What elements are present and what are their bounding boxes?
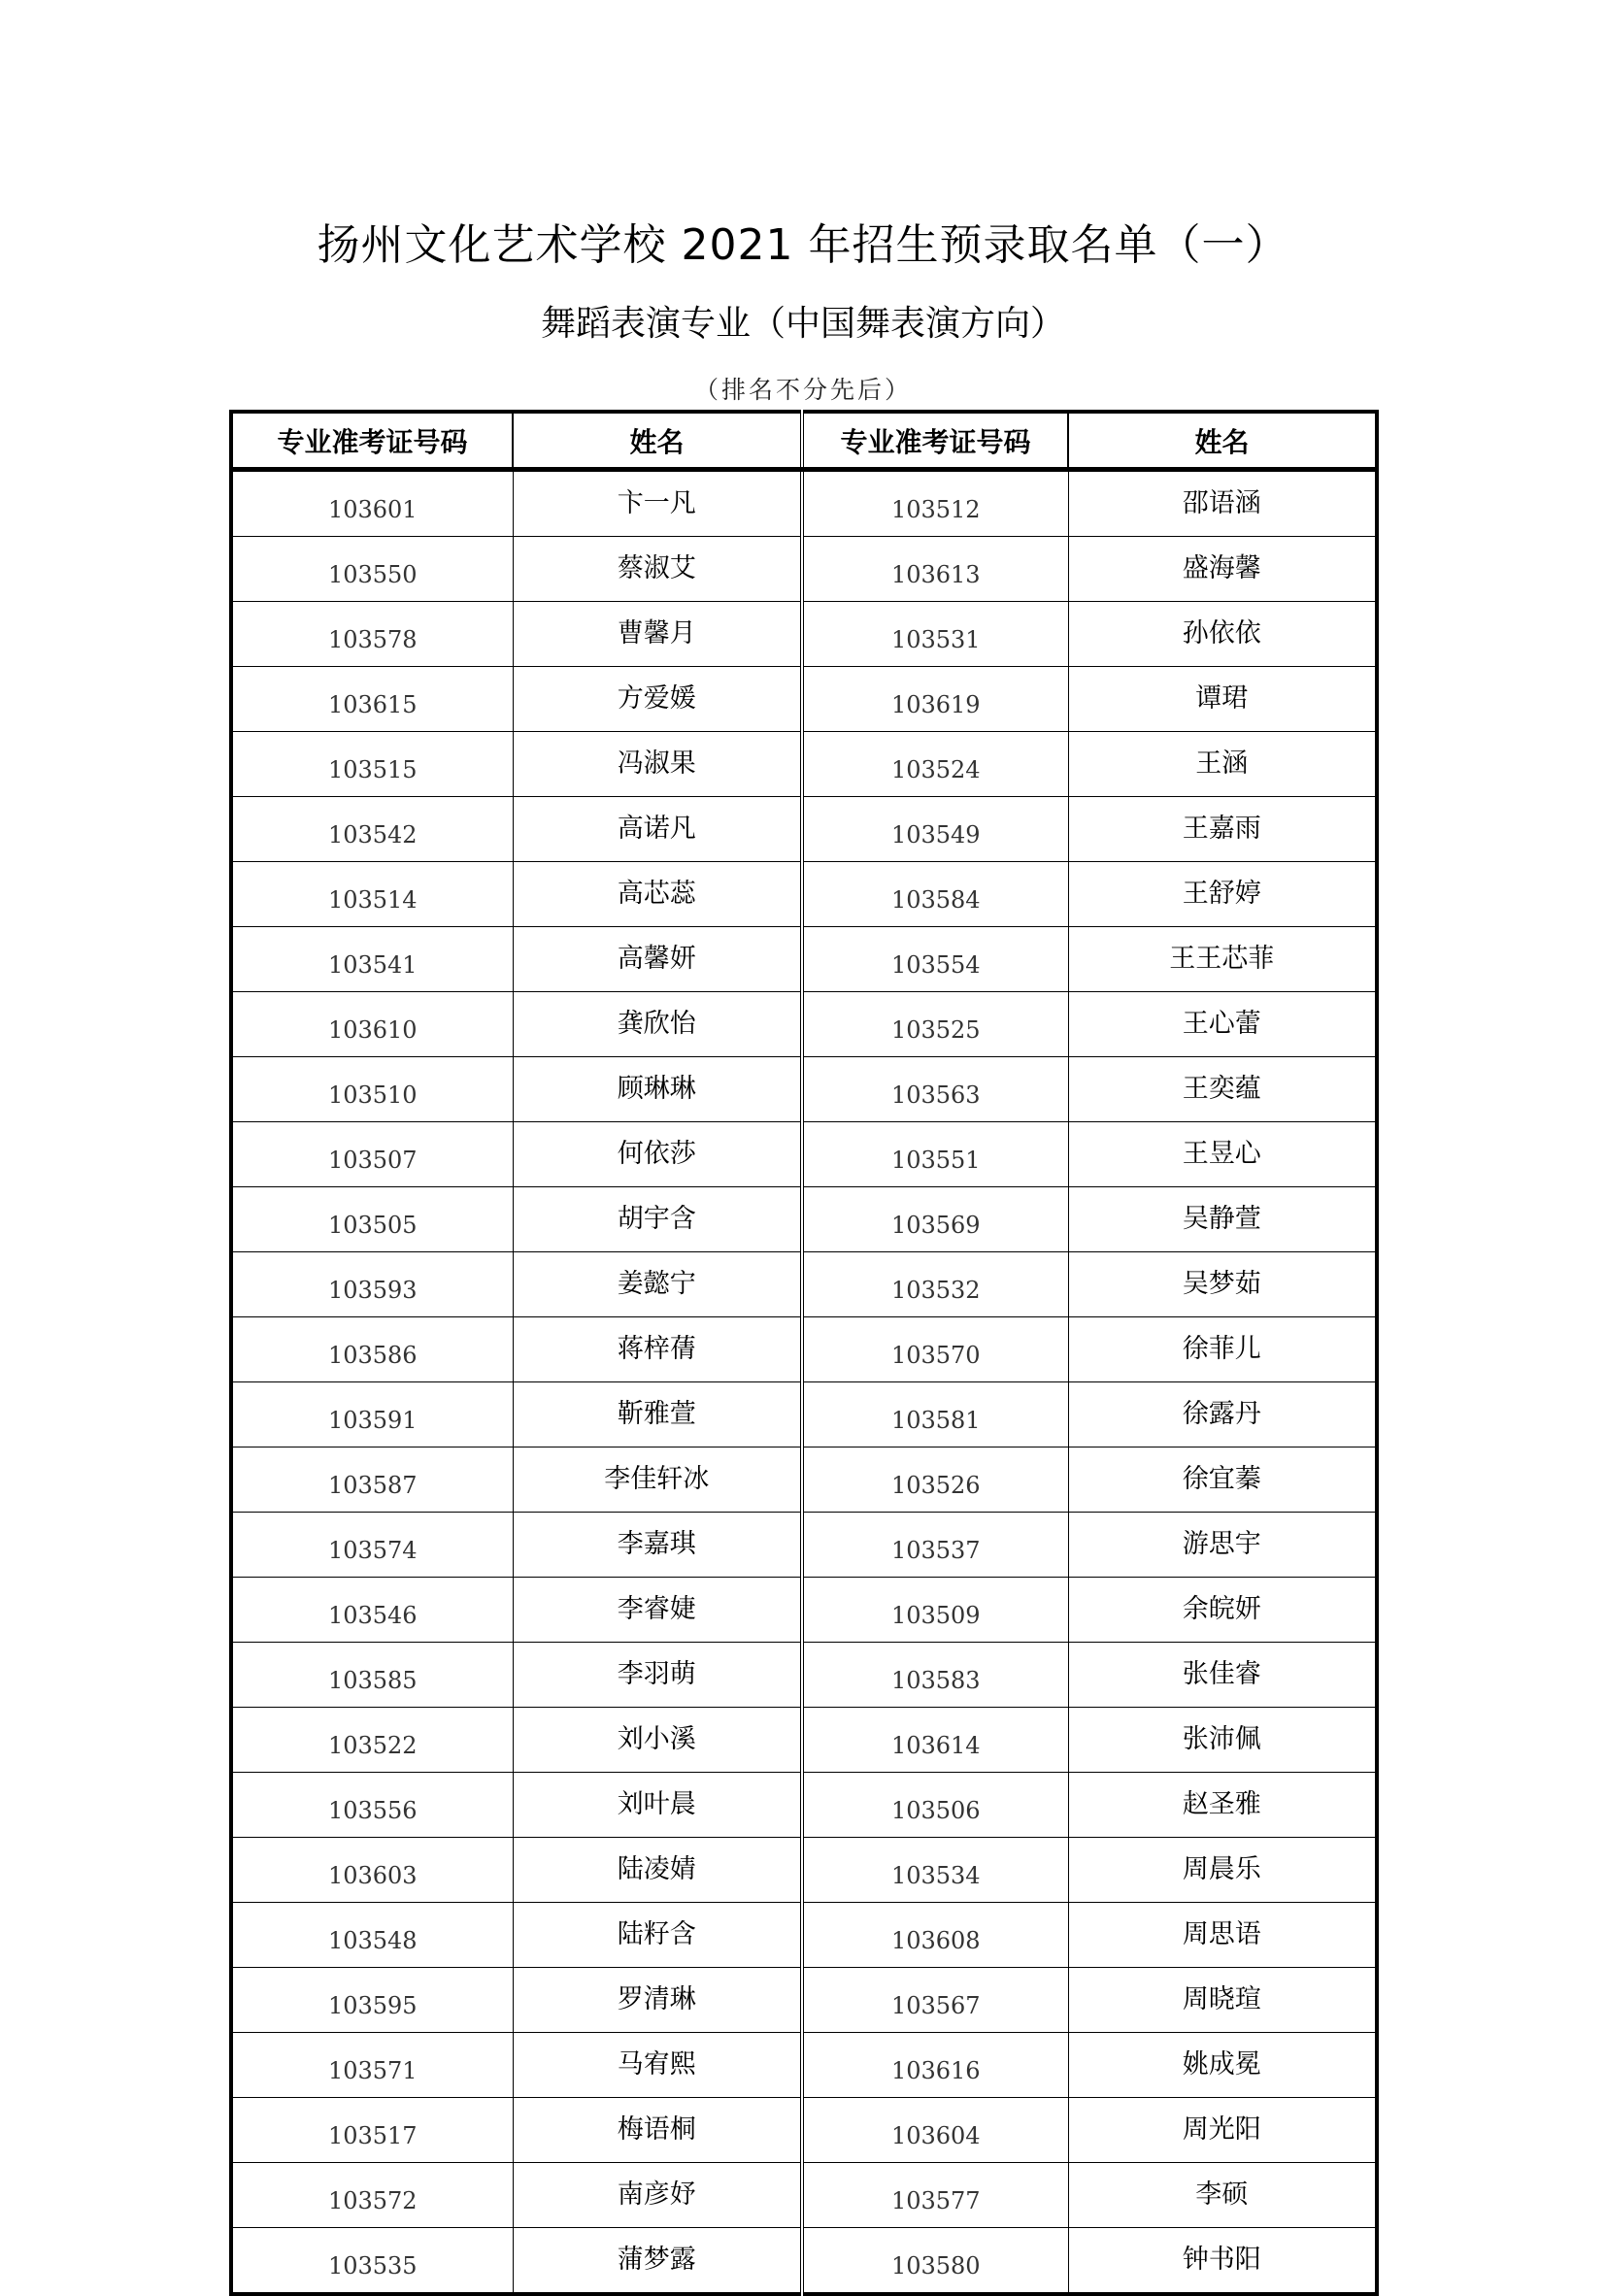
exam-id-cell: 103548 [231, 1903, 513, 1968]
table-row [231, 1838, 1377, 1903]
exam-id-cell: 103506 [802, 1773, 1068, 1838]
exam-id-cell: 103515 [231, 732, 513, 797]
table-row [231, 732, 1377, 797]
exam-id-cell: 103507 [231, 1122, 513, 1187]
student-name-cell: 孙依依 [1068, 602, 1377, 667]
exam-id-cell: 103608 [802, 1903, 1068, 1968]
table-row [231, 2098, 1377, 2163]
student-name-cell: 方爱媛 [513, 667, 802, 732]
table-row [231, 927, 1377, 992]
exam-id-cell: 103532 [802, 1252, 1068, 1317]
table-row [231, 992, 1377, 1057]
student-name-cell: 姜懿宁 [513, 1252, 802, 1317]
student-name-cell: 马宥熙 [513, 2033, 802, 2098]
table-row [231, 602, 1377, 667]
table-row [231, 1252, 1377, 1317]
exam-id-cell: 103601 [231, 470, 513, 537]
exam-id-cell: 103510 [231, 1057, 513, 1122]
exam-id-cell: 103525 [802, 992, 1068, 1057]
column-header-name-right: 姓名 [1068, 412, 1377, 470]
exam-id-cell: 103563 [802, 1057, 1068, 1122]
table-row [231, 667, 1377, 732]
table-row [231, 862, 1377, 927]
exam-id-cell: 103583 [802, 1643, 1068, 1708]
table-row [231, 1057, 1377, 1122]
exam-id-cell: 103556 [231, 1773, 513, 1838]
table-row [231, 1578, 1377, 1643]
exam-id-cell: 103550 [231, 537, 513, 602]
exam-id-cell: 103610 [231, 992, 513, 1057]
student-name-cell: 周晨乐 [1068, 1838, 1377, 1903]
exam-id-cell: 103535 [231, 2228, 513, 2295]
exam-id-cell: 103593 [231, 1252, 513, 1317]
student-name-cell: 周光阳 [1068, 2098, 1377, 2163]
exam-id-cell: 103505 [231, 1187, 513, 1252]
exam-id-cell: 103546 [231, 1578, 513, 1643]
page-title: 扬州文化艺术学校 2021 年招生预录取名单（一） [317, 220, 1289, 270]
table-row [231, 1122, 1377, 1187]
student-name-cell: 王奕蕴 [1068, 1057, 1377, 1122]
exam-id-cell: 103613 [802, 537, 1068, 602]
student-name-cell: 胡宇含 [513, 1187, 802, 1252]
student-name-cell: 蒋梓蒨 [513, 1317, 802, 1382]
table-row [231, 1643, 1377, 1708]
student-name-cell: 卞一凡 [513, 470, 802, 537]
student-name-cell: 冯淑果 [513, 732, 802, 797]
exam-id-cell: 103537 [802, 1513, 1068, 1578]
exam-id-cell: 103577 [802, 2163, 1068, 2228]
table-body [231, 470, 1377, 2295]
exam-id-cell: 103591 [231, 1382, 513, 1447]
student-name-cell: 陆籽含 [513, 1903, 802, 1968]
student-name-cell: 周晓瑄 [1068, 1968, 1377, 2033]
column-header-exam-id-right: 专业准考证号码 [802, 412, 1068, 470]
student-name-cell: 王舒婷 [1068, 862, 1377, 927]
table-row [231, 1708, 1377, 1773]
student-name-cell: 李羽萌 [513, 1643, 802, 1708]
student-name-cell: 李硕 [1068, 2163, 1377, 2228]
student-name-cell: 盛海馨 [1068, 537, 1377, 602]
exam-id-cell: 103585 [231, 1643, 513, 1708]
exam-id-cell: 103569 [802, 1187, 1068, 1252]
exam-id-cell: 103578 [231, 602, 513, 667]
student-name-cell: 高馨妍 [513, 927, 802, 992]
student-name-cell: 余皖妍 [1068, 1578, 1377, 1643]
exam-id-cell: 103587 [231, 1447, 513, 1513]
student-name-cell: 王王芯菲 [1068, 927, 1377, 992]
student-name-cell: 谭珺 [1068, 667, 1377, 732]
student-name-cell: 蒲梦露 [513, 2228, 802, 2295]
student-name-cell: 姚成冕 [1068, 2033, 1377, 2098]
student-name-cell: 王嘉雨 [1068, 797, 1377, 862]
table-row [231, 1187, 1377, 1252]
student-name-cell: 龚欣怡 [513, 992, 802, 1057]
student-name-cell: 钟书阳 [1068, 2228, 1377, 2295]
table-row [231, 2033, 1377, 2098]
table-row [231, 1447, 1377, 1513]
exam-id-cell: 103615 [231, 667, 513, 732]
table-row [231, 2228, 1377, 2295]
student-name-cell: 高芯蕊 [513, 862, 802, 927]
exam-id-cell: 103572 [231, 2163, 513, 2228]
exam-id-cell: 103551 [802, 1122, 1068, 1187]
page-subtitle: 舞蹈表演专业（中国舞表演方向） [540, 304, 1065, 344]
exam-id-cell: 103567 [802, 1968, 1068, 2033]
exam-id-cell: 103517 [231, 2098, 513, 2163]
student-name-cell: 蔡淑艾 [513, 537, 802, 602]
table-row [231, 1968, 1377, 2033]
student-name-cell: 李睿婕 [513, 1578, 802, 1643]
student-name-cell: 李佳轩冰 [513, 1447, 802, 1513]
student-name-cell: 吴静萱 [1068, 1187, 1377, 1252]
exam-id-cell: 103580 [802, 2228, 1068, 2295]
student-name-cell: 南彦妤 [513, 2163, 802, 2228]
column-header-exam-id-left: 专业准考证号码 [231, 412, 513, 470]
student-name-cell: 徐露丹 [1068, 1382, 1377, 1447]
student-name-cell: 徐菲儿 [1068, 1317, 1377, 1382]
student-name-cell: 吴梦茹 [1068, 1252, 1377, 1317]
student-name-cell: 周思语 [1068, 1903, 1377, 1968]
exam-id-cell: 103512 [802, 470, 1068, 537]
table-row [231, 537, 1377, 602]
exam-id-cell: 103542 [231, 797, 513, 862]
student-name-cell: 刘小溪 [513, 1708, 802, 1773]
exam-id-cell: 103616 [802, 2033, 1068, 2098]
student-name-cell: 赵圣雅 [1068, 1773, 1377, 1838]
student-name-cell: 高诺凡 [513, 797, 802, 862]
student-name-cell: 顾琳琳 [513, 1057, 802, 1122]
exam-id-cell: 103509 [802, 1578, 1068, 1643]
exam-id-cell: 103541 [231, 927, 513, 992]
table-row [231, 1773, 1377, 1838]
student-name-cell: 邵语涵 [1068, 470, 1377, 537]
student-name-cell: 王昱心 [1068, 1122, 1377, 1187]
exam-id-cell: 103571 [231, 2033, 513, 2098]
table-header-row [231, 412, 1377, 470]
admission-table [229, 410, 1379, 2296]
student-name-cell: 游思宇 [1068, 1513, 1377, 1578]
ranking-note: （排名不分先后） [693, 376, 912, 404]
table-row [231, 1382, 1377, 1447]
table-row [231, 1317, 1377, 1382]
table-row [231, 797, 1377, 862]
table-row [231, 470, 1377, 537]
exam-id-cell: 103604 [802, 2098, 1068, 2163]
student-name-cell: 靳雅萱 [513, 1382, 802, 1447]
exam-id-cell: 103614 [802, 1708, 1068, 1773]
exam-id-cell: 103514 [231, 862, 513, 927]
student-name-cell: 何依莎 [513, 1122, 802, 1187]
exam-id-cell: 103603 [231, 1838, 513, 1903]
student-name-cell: 曹馨月 [513, 602, 802, 667]
student-name-cell: 陆凌婧 [513, 1838, 802, 1903]
exam-id-cell: 103584 [802, 862, 1068, 927]
exam-id-cell: 103619 [802, 667, 1068, 732]
student-name-cell: 张佳睿 [1068, 1643, 1377, 1708]
student-name-cell: 王心蕾 [1068, 992, 1377, 1057]
exam-id-cell: 103549 [802, 797, 1068, 862]
student-name-cell: 李嘉琪 [513, 1513, 802, 1578]
exam-id-cell: 103526 [802, 1447, 1068, 1513]
student-name-cell: 王涵 [1068, 732, 1377, 797]
table-row [231, 1513, 1377, 1578]
student-name-cell: 梅语桐 [513, 2098, 802, 2163]
exam-id-cell: 103570 [802, 1317, 1068, 1382]
column-header-name-left: 姓名 [513, 412, 802, 470]
student-name-cell: 刘叶晨 [513, 1773, 802, 1838]
exam-id-cell: 103524 [802, 732, 1068, 797]
table-row [231, 2163, 1377, 2228]
exam-id-cell: 103595 [231, 1968, 513, 2033]
exam-id-cell: 103554 [802, 927, 1068, 992]
student-name-cell: 张沛佩 [1068, 1708, 1377, 1773]
student-name-cell: 罗清琳 [513, 1968, 802, 2033]
exam-id-cell: 103522 [231, 1708, 513, 1773]
exam-id-cell: 103534 [802, 1838, 1068, 1903]
student-name-cell: 徐宜蓁 [1068, 1447, 1377, 1513]
exam-id-cell: 103586 [231, 1317, 513, 1382]
table-row [231, 1903, 1377, 1968]
exam-id-cell: 103531 [802, 602, 1068, 667]
exam-id-cell: 103581 [802, 1382, 1068, 1447]
exam-id-cell: 103574 [231, 1513, 513, 1578]
